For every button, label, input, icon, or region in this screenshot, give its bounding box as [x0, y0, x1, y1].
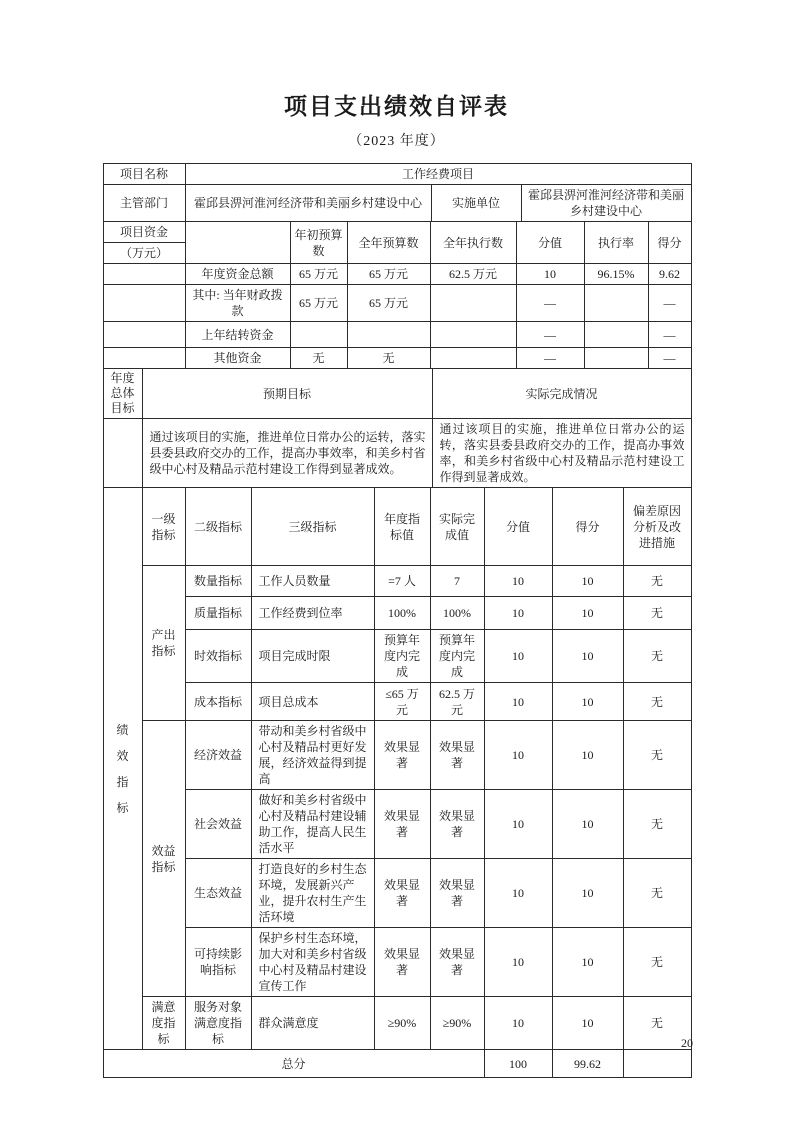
funds-cell: 65 万元 [290, 285, 347, 322]
funds-cell: — [648, 348, 691, 369]
indicator-score: 10 [552, 859, 623, 928]
indicator-target: 效果显著 [374, 790, 430, 859]
table-row [103, 630, 691, 683]
impl-unit-value: 霍邱县淠河淮河经济带和美丽乡村建设中心 [521, 185, 691, 222]
project-name-label: 项目名称 [103, 164, 185, 185]
header-level3: 三级指标 [251, 488, 374, 566]
expected-goal-text: 通过该项目的实施，推进单位日常办公的运转，落实县委县政府交办的工作，提高办事效率，和美乡村省级中心村及精品示范村建设工作得到显著成效。 [142, 419, 432, 488]
header-target: 年度指标值 [374, 488, 430, 566]
table-row [103, 488, 691, 566]
indicator-actual: 效果显著 [430, 721, 484, 790]
funds-cell [584, 285, 648, 322]
group-output-indicators: 产出指标 [142, 566, 185, 721]
header-score: 得分 [552, 488, 623, 566]
indicator-level2: 时效指标 [185, 630, 251, 683]
indicator-score: 10 [552, 566, 623, 597]
indicators-table [103, 487, 692, 1050]
indicator-level3: 工作经费到位率 [251, 597, 374, 630]
funds-cell: — [648, 285, 691, 322]
funds-left-spacer [103, 285, 185, 322]
indicator-actual: 62.5 万元 [430, 683, 484, 721]
table-row [103, 721, 691, 790]
indicator-score: 10 [552, 721, 623, 790]
indicator-level2: 经济效益 [185, 721, 251, 790]
indicator-target: 效果显著 [374, 859, 430, 928]
indicator-score: 10 [552, 928, 623, 997]
funds-cell [290, 322, 347, 348]
table-row [103, 164, 691, 185]
annual-goal-label: 年度总体目标 [103, 369, 142, 419]
funds-table [103, 221, 692, 369]
dept-value: 霍邱县淠河淮河经济带和美丽乡村建设中心 [185, 185, 431, 222]
indicator-level3: 打造良好的乡村生态环境，发展新兴产业，提升农村生产生活环境 [251, 859, 374, 928]
indicator-level3: 工作人员数量 [251, 566, 374, 597]
indicator-target: 效果显著 [374, 721, 430, 790]
group-benefit-indicators: 效益指标 [142, 721, 185, 997]
total-table [103, 1049, 692, 1078]
funds-left-spacer [103, 322, 185, 348]
indicator-deviation: 无 [623, 721, 691, 790]
header-deviation: 偏差原因分析及改进措施 [623, 488, 691, 566]
header-level2: 二级指标 [185, 488, 251, 566]
table-row [103, 185, 691, 222]
table-row [103, 348, 691, 369]
funds-cell: 65 万元 [347, 285, 430, 322]
funds-cell: — [516, 348, 584, 369]
funds-cell: 10 [516, 264, 584, 285]
funds-cell [430, 285, 516, 322]
expected-goal-header: 预期目标 [142, 369, 432, 419]
table-row [103, 264, 691, 285]
indicator-actual: 效果显著 [430, 790, 484, 859]
funds-cell [430, 322, 516, 348]
indicator-deviation: 无 [623, 928, 691, 997]
indicator-target: =7 人 [374, 566, 430, 597]
indicator-level3: 带动和美乡村省级中心村及精品村更好发展，经济效益得到提高 [251, 721, 374, 790]
indicator-actual: 效果显著 [430, 928, 484, 997]
table-row [103, 419, 691, 488]
table-row [103, 790, 691, 859]
funds-row-name: 其中: 当年财政拨款 [185, 285, 290, 322]
indicator-actual: 效果显著 [430, 859, 484, 928]
funds-left-spacer [103, 348, 185, 369]
indicator-level2: 服务对象满意度指标 [185, 997, 251, 1050]
impl-unit-label: 实施单位 [431, 185, 521, 222]
project-name-value: 工作经费项目 [185, 164, 691, 185]
indicator-level3: 做好和美乡村省级中心村及精品村建设辅助工作，提高人民生活水平 [251, 790, 374, 859]
table-row [103, 997, 691, 1050]
indicator-actual: 7 [430, 566, 484, 597]
total-label: 总分 [103, 1050, 484, 1078]
total-points: 100 [484, 1050, 552, 1078]
indicator-points: 10 [484, 630, 552, 683]
table-row [103, 859, 691, 928]
funds-cell: 9.62 [648, 264, 691, 285]
indicator-level2: 生态效益 [185, 859, 251, 928]
funds-header-score: 得分 [648, 222, 691, 264]
indicator-level3: 项目总成本 [251, 683, 374, 721]
table-row [103, 285, 691, 322]
indicator-level2: 数量指标 [185, 566, 251, 597]
page-number: 20 [681, 1036, 693, 1050]
indicator-actual: 100% [430, 597, 484, 630]
indicator-points: 10 [484, 683, 552, 721]
table-row [103, 222, 691, 243]
indicator-score: 10 [552, 597, 623, 630]
indicator-points: 10 [484, 790, 552, 859]
indicator-level3: 项目完成时限 [251, 630, 374, 683]
page-subtitle: （2023 年度） [348, 134, 445, 149]
funds-cell: 65 万元 [290, 264, 347, 285]
funds-cell [584, 348, 648, 369]
table-row [103, 369, 691, 419]
indicator-deviation: 无 [623, 630, 691, 683]
funds-left-spacer [103, 264, 185, 285]
indicator-deviation: 无 [623, 566, 691, 597]
funds-row-name: 上年结转资金 [185, 322, 290, 348]
funds-label-line1: 项目资金 [103, 222, 185, 243]
funds-cell: — [648, 322, 691, 348]
performance-indicator-label: 绩效指标 [103, 488, 142, 1050]
table-row [103, 566, 691, 597]
info-table [103, 163, 692, 222]
indicator-actual: ≥90% [430, 997, 484, 1050]
funds-row-name: 年度资金总额 [185, 264, 290, 285]
indicator-target: 预算年度内完成 [374, 630, 430, 683]
table-row [103, 597, 691, 630]
header-level1: 一级指标 [142, 488, 185, 566]
funds-header-points: 分值 [516, 222, 584, 264]
indicator-level3: 群众满意度 [251, 997, 374, 1050]
indicator-target: 100% [374, 597, 430, 630]
indicator-score: 10 [552, 630, 623, 683]
funds-cell [347, 322, 430, 348]
indicator-level2: 社会效益 [185, 790, 251, 859]
funds-header-rate: 执行率 [584, 222, 648, 264]
indicator-deviation: 无 [623, 683, 691, 721]
funds-cell: 65 万元 [347, 264, 430, 285]
funds-cell: 无 [347, 348, 430, 369]
table-row [103, 322, 691, 348]
funds-cell: 96.15% [584, 264, 648, 285]
table-row [103, 683, 691, 721]
indicator-points: 10 [484, 859, 552, 928]
funds-cell [430, 348, 516, 369]
indicator-points: 10 [484, 928, 552, 997]
header-actual: 实际完成值 [430, 488, 484, 566]
goal-table [103, 368, 692, 488]
funds-cell: — [516, 285, 584, 322]
funds-header-executed: 全年执行数 [430, 222, 516, 264]
header-points: 分值 [484, 488, 552, 566]
indicator-level2: 可持续影响指标 [185, 928, 251, 997]
funds-header-budget-year: 全年预算数 [347, 222, 430, 264]
total-score: 99.62 [552, 1050, 623, 1078]
table-row [103, 1050, 691, 1078]
actual-completion-header: 实际完成情况 [432, 369, 691, 419]
indicator-deviation: 无 [623, 859, 691, 928]
indicator-level3: 保护乡村生态环境，加大对和美乡村省级中心村及精品村建设宣传工作 [251, 928, 374, 997]
indicator-level2: 成本指标 [185, 683, 251, 721]
funds-cell: 无 [290, 348, 347, 369]
funds-row-name: 其他资金 [185, 348, 290, 369]
indicator-actual: 预算年度内完成 [430, 630, 484, 683]
indicator-level2: 质量指标 [185, 597, 251, 630]
indicator-score: 10 [552, 790, 623, 859]
group-satisfaction-indicators: 满意度指标 [142, 997, 185, 1050]
actual-completion-text: 通过该项目的实施，推进单位日常办公的运转，落实县委县政府交办的工作，提高办事效率，和美乡村省级中心村及精品示范村建设工作得到显著成效。 [432, 419, 691, 488]
total-deviation [623, 1050, 691, 1078]
indicator-score: 10 [552, 997, 623, 1050]
page-title: 项目支出绩效自评表 [284, 94, 509, 119]
funds-label-line2: （万元） [103, 243, 185, 264]
indicator-points: 10 [484, 566, 552, 597]
indicator-deviation: 无 [623, 997, 691, 1050]
funds-header-budget-start: 年初预算数 [290, 222, 347, 264]
goal-left-spacer [103, 419, 142, 488]
table-row [103, 928, 691, 997]
indicator-target: 效果显著 [374, 928, 430, 997]
indicator-deviation: 无 [623, 597, 691, 630]
evaluation-form [103, 163, 691, 1078]
indicator-points: 10 [484, 597, 552, 630]
indicator-target: ≤65 万元 [374, 683, 430, 721]
indicator-deviation: 无 [623, 790, 691, 859]
indicator-score: 10 [552, 683, 623, 721]
dept-label: 主管部门 [103, 185, 185, 222]
funds-cell: 62.5 万元 [430, 264, 516, 285]
funds-subject-header [185, 222, 290, 264]
indicator-points: 10 [484, 721, 552, 790]
funds-cell: — [516, 322, 584, 348]
indicator-points: 10 [484, 997, 552, 1050]
indicator-target: ≥90% [374, 997, 430, 1050]
funds-cell [584, 322, 648, 348]
